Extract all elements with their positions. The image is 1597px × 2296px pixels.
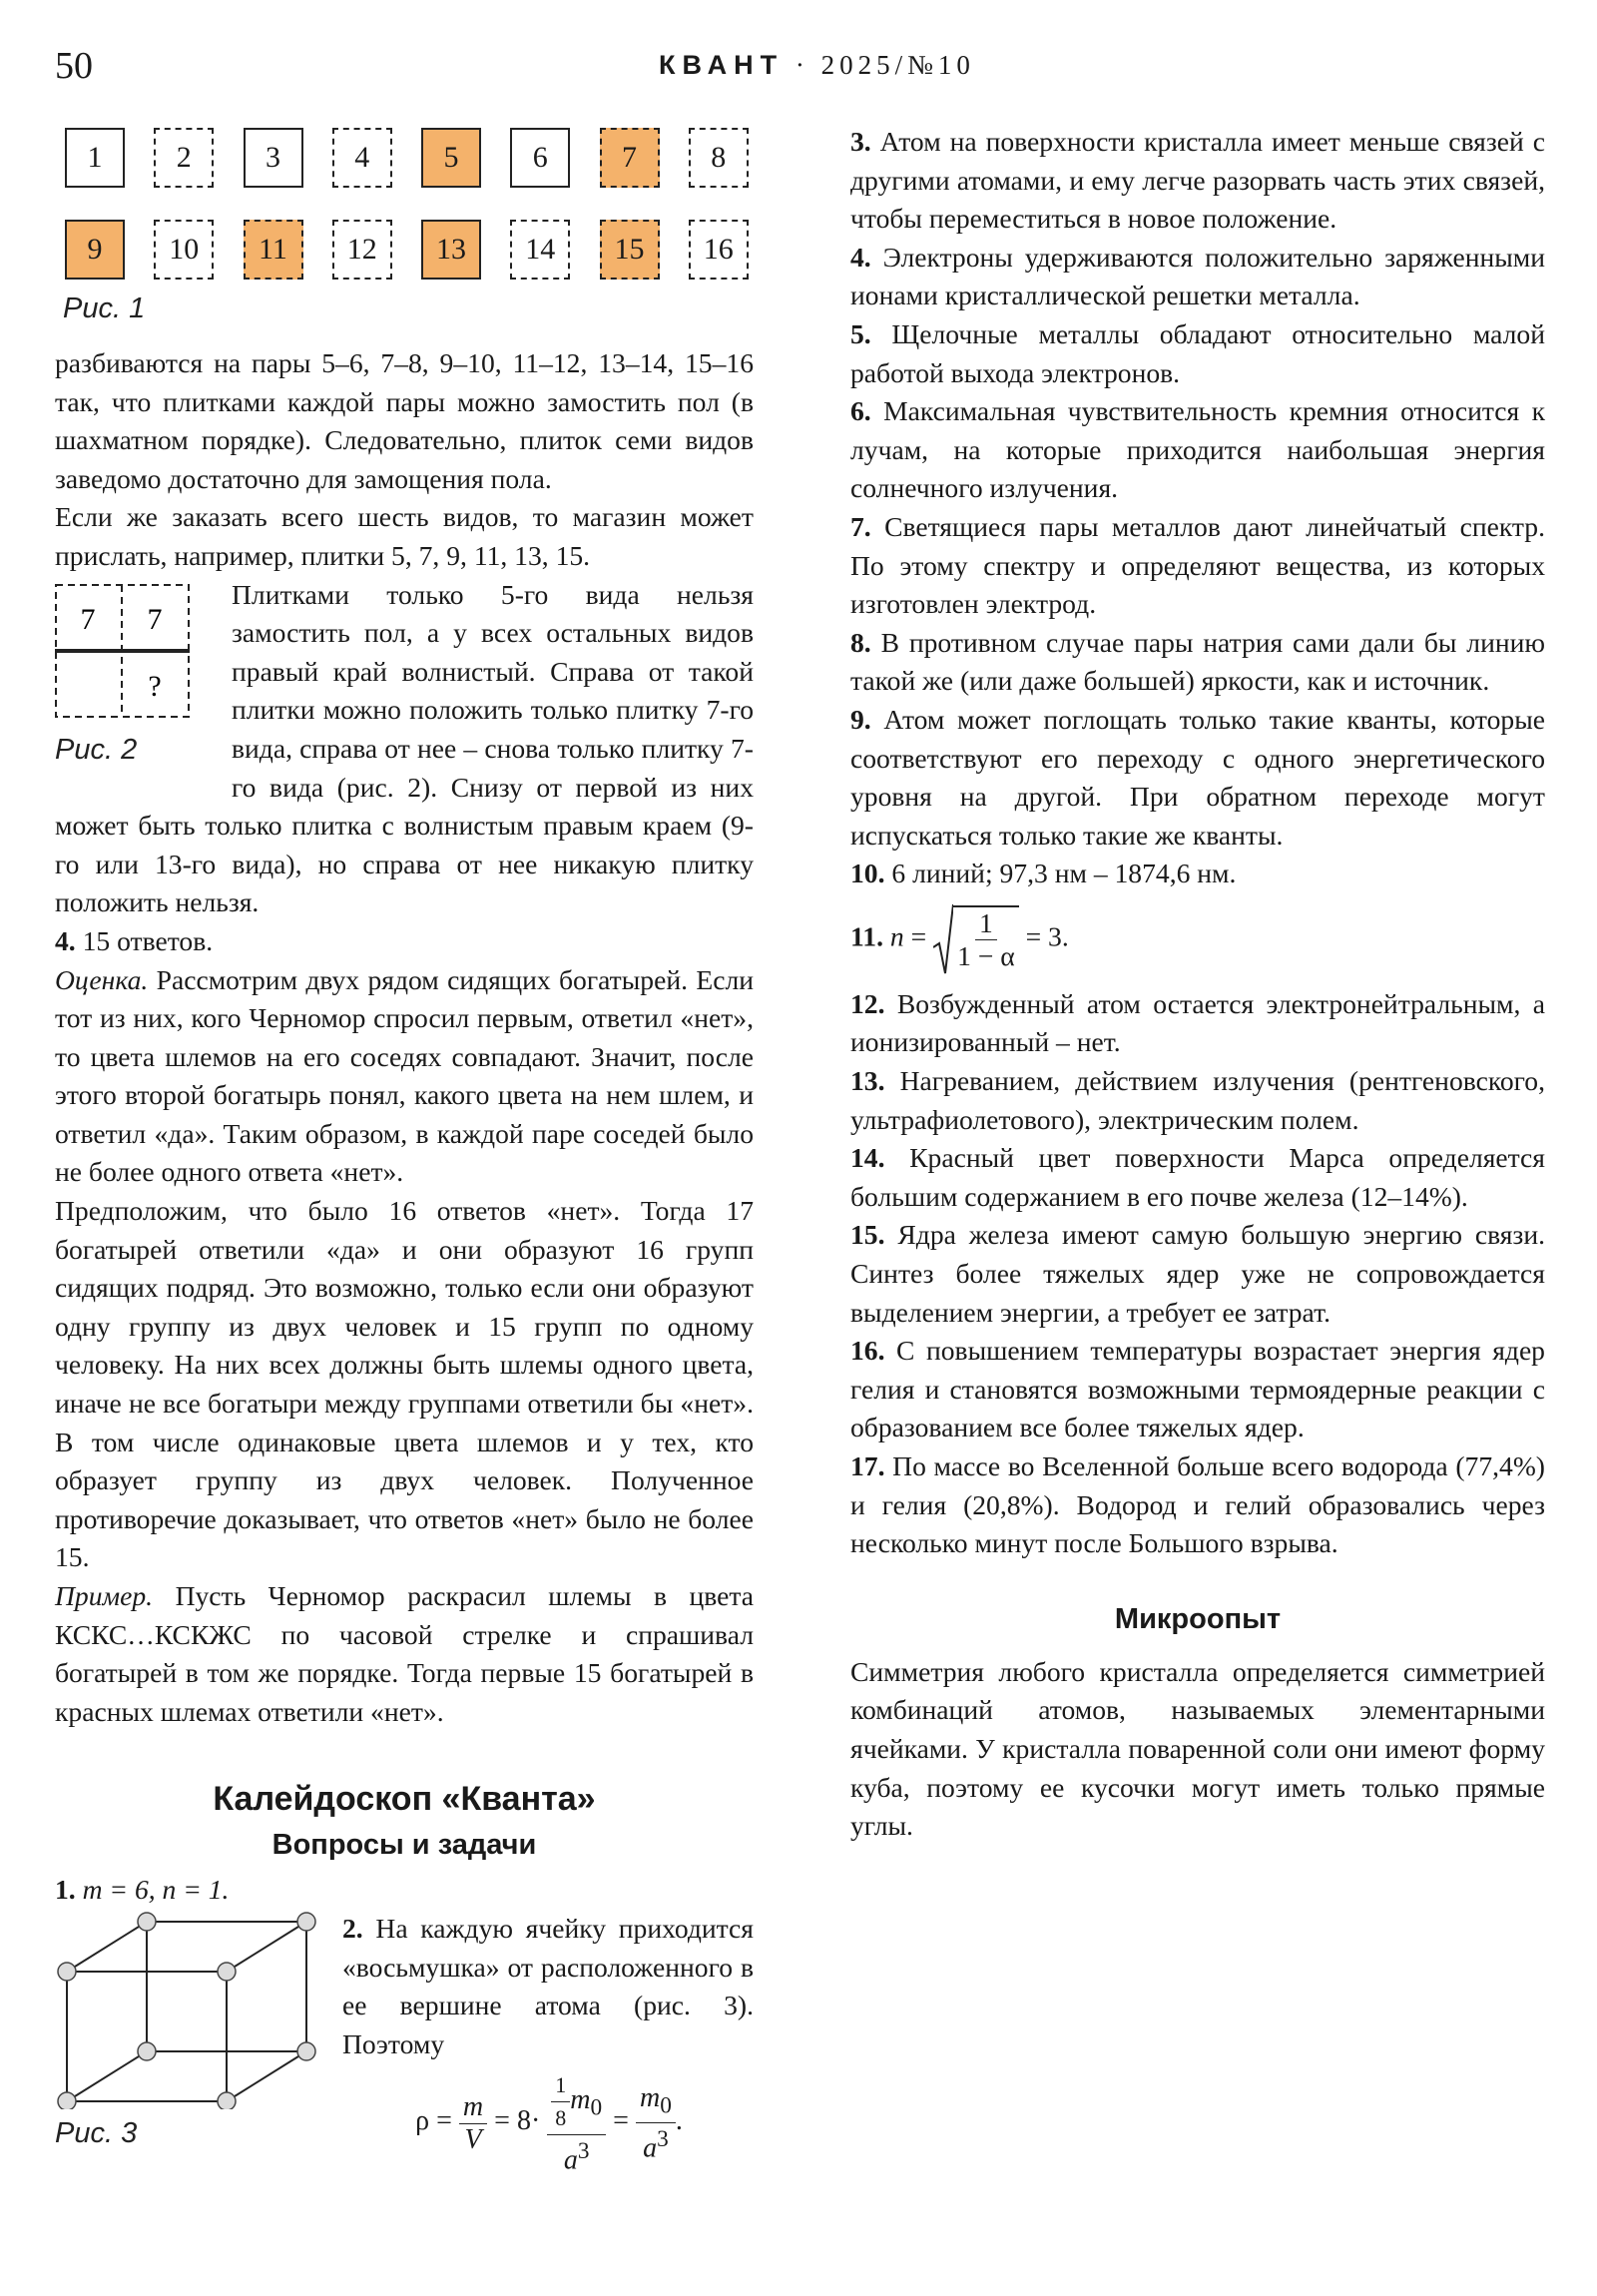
equals-sign: = — [910, 920, 927, 952]
answer-number: 17. — [850, 1450, 885, 1481]
answer-number: 10. — [850, 858, 885, 889]
answer-2-text: На каждую ячейку приходится «восьмушка» от расположенного в ее вершине атома (рис. 3). Поэтому — [342, 1912, 754, 2059]
answer-text: Светящиеся пары металлов дают линейчатый спектр. По этому спектру и определяют вещества, из которых изготовлен электрод. — [850, 510, 1545, 620]
tile-9: 9 — [65, 220, 125, 280]
tile-6: 6 — [510, 128, 570, 188]
answer-item — [850, 855, 1545, 893]
answer-number: 9. — [850, 703, 871, 735]
figure-1-caption: Рис. 1 — [63, 292, 146, 324]
answer-text: 6 линий; 97,3 нм – 1874,6 нм. — [891, 858, 1237, 889]
figure-2-grid — [55, 584, 190, 718]
atom — [297, 2042, 315, 2060]
answer-number: 5. — [850, 317, 871, 349]
answer-number: 3. — [850, 126, 871, 157]
numerator-eighth-m0 — [547, 2069, 606, 2135]
answer-11-number: 11. — [850, 920, 883, 952]
equals-sign: = — [436, 2105, 452, 2137]
answer-number: 16. — [850, 1335, 885, 1367]
fraction-eighth-m0 — [547, 2069, 606, 2176]
denominator-a3 — [560, 2135, 594, 2176]
answer-number: 15. — [850, 1219, 885, 1251]
fig2-cell-2: 7 — [147, 602, 163, 636]
answer-2-number: 2. — [342, 1912, 363, 1944]
superscript-three: 3 — [577, 2138, 590, 2165]
answer-1 — [55, 1871, 754, 1910]
answer-4-number: 4. — [55, 924, 76, 956]
radical-sign — [933, 903, 953, 975]
section-subtitle: Вопросы и задачи — [271, 1829, 537, 1862]
page-header — [55, 44, 1542, 94]
page-number: 50 — [55, 45, 93, 87]
answer-item — [850, 1447, 1545, 1563]
answers-3-10 — [850, 123, 1545, 893]
tile-7: 7 — [600, 128, 660, 188]
answer-item — [850, 624, 1545, 701]
rho-symbol: ρ — [415, 2105, 430, 2137]
answer-text: Щелочные металлы обладают относительно малой работой выхода электронов. — [850, 317, 1545, 388]
answer-number: 12. — [850, 987, 885, 1019]
denominator-a3 — [639, 2123, 673, 2164]
atom — [138, 2042, 156, 2060]
answer-item — [850, 985, 1545, 1062]
sqrt-expression — [933, 903, 1019, 975]
answer-text: Нагреванием, действием излучения (рентгеновского, ультрафиолетового), электрическим полем. — [850, 1065, 1545, 1135]
answer-item — [850, 508, 1545, 624]
eight-small: 8 — [555, 2105, 567, 2131]
equals-sign: = — [494, 2105, 510, 2137]
dot-operator: · — [530, 2105, 541, 2137]
numerator-m0 — [636, 2082, 676, 2123]
n-symbol: n — [889, 920, 904, 952]
tile-4: 4 — [332, 128, 392, 188]
one: 1 — [551, 2069, 570, 2102]
answer-text: Атом может поглощать только такие кванты, которые соответствуют его переходу с одного энергетического уровня на другой. При обратном переходе могут испускаться только такие же кванты. — [850, 703, 1545, 851]
tile-10: 10 — [154, 220, 214, 280]
atom — [138, 1913, 156, 1931]
cube-diagram — [55, 1910, 336, 2109]
figure-2 — [55, 576, 220, 786]
figure-2-caption: Рис. 2 — [55, 733, 138, 766]
a-symbol: a — [563, 2144, 578, 2176]
estimate-text: Рассмотрим двух рядом сидящих богатырей. Если тот из них, кого Черномор спросил первым, ответил «нет», то цвета шлемов на его соседях совпадают. Значит, после этого второй богатырь понял, какого цвета на нем шлем, и ответил «да». Таким образом, в каждой паре соседей было не более одного ответа «нет». — [55, 963, 754, 1188]
microexperiment-title: Микроопыт — [1114, 1602, 1282, 1635]
answer-4-text: 15 ответов. — [82, 924, 214, 956]
answer-number: 6. — [850, 395, 871, 427]
answer-text: Возбужденный атом остается электронейтральным, а ионизированный – нет. — [850, 987, 1546, 1058]
answer-number: 7. — [850, 510, 871, 542]
answer-4 — [55, 922, 754, 961]
answer-text: Максимальная чувствительность кремния относится к лучам, на которые приходится наибольшая энергия солнечного излучения. — [850, 395, 1545, 504]
a-symbol: a — [643, 2131, 658, 2163]
tile-2: 2 — [154, 128, 214, 188]
answer-text: Электроны удерживаются положительно заряженными ионами кристаллической решетки металла. — [850, 241, 1545, 311]
tile-3: 3 — [244, 128, 303, 188]
atom — [297, 1913, 315, 1931]
answer-1-text: m = 6, n = 1. — [82, 1874, 230, 1906]
estimate-paragraph — [55, 961, 754, 1193]
answer-item — [850, 392, 1545, 508]
atom — [58, 1963, 76, 1981]
example-paragraph — [55, 1577, 754, 1731]
left-column — [55, 344, 754, 2179]
answer-item — [850, 1139, 1545, 1216]
paragraph-six-kinds: Если же заказать всего шесть видов, то магазин может прислать, например, плитки 5, 7, 9, 11, 13, 15. — [55, 501, 754, 571]
tile-15: 15 — [600, 220, 660, 280]
atom — [218, 2092, 236, 2109]
denominator-v: V — [464, 2123, 482, 2155]
answer-item — [850, 315, 1545, 392]
tile-1: 1 — [65, 128, 125, 188]
answer-item — [850, 701, 1545, 855]
tile-16: 16 — [689, 220, 749, 280]
answer-text: Ядра железа имеют самую большую энергию связи. Синтез более тяжелых ядер уже не сопровождается выделением энергии, а требует ее затрат. — [850, 1219, 1545, 1328]
header-separator: · — [795, 50, 809, 80]
paragraph-fig2-text: Плитками только 5-го вида нельзя замостить пол, а у всех остальных видов правый край волнистый. Справа от такой плитки можно положить только плитку 7-го вида, справа от нее – снова только плитку 7-го вида (рис. 2). Снизу от первой из них может быть только плитка с волнистым правым краем (9-го или 13-го вида), но справа от нее никакую плитку положить нельзя. — [55, 578, 754, 918]
answer-11 — [850, 903, 1545, 975]
factor-eight: 8 — [516, 2105, 531, 2137]
figure-3 — [55, 1910, 336, 2179]
figure-3-caption: Рис. 3 — [55, 2116, 138, 2149]
atom — [58, 2092, 76, 2109]
m-zero: m — [570, 2084, 591, 2116]
subscript-zero: 0 — [590, 2094, 603, 2121]
tile-5: 5 — [421, 128, 481, 188]
assume-paragraph: Предположим, что было 16 ответов «нет». Тогда 17 богатырей ответили «да» и они образуют 16 групп сидящих подряд. Это возможно, только если они образуют одну группу из двух человек и 15 групп по одному человеку. На них всех должны быть шлемы одного цвета, иначе не все богатыри между группами ответили бы «нет». В том числе одинаковые цвета шлемов и у тех, кто образует группу из двух человек. Полученное противоречие доказывает, что ответов «нет» было не более 15. — [55, 1195, 754, 1573]
answer-number: 4. — [850, 241, 871, 273]
example-label: Пример. — [55, 1580, 154, 1611]
m-zero: m — [639, 2082, 661, 2114]
answer-text: В противном случае пары натрия сами дали бы линию такой же (или даже большей) яркости, как и источник. — [850, 626, 1545, 697]
numerator-one: 1 — [975, 907, 997, 940]
tile-11: 11 — [244, 220, 303, 280]
denominator-one-minus-alpha: 1 − α — [957, 940, 1015, 972]
paragraph-pairs: разбиваются на пары 5–6, 7–8, 9–10, 11–12, 13–14, 15–16 так, что плитками каждой пары можно замостить пол (в шахматном порядке). Следовательно, плиток семи видов заведомо достаточно для замощения пола. — [55, 347, 754, 494]
answer-item — [850, 239, 1545, 315]
answer-item — [850, 1332, 1545, 1447]
answer-text: По массе во Вселенной больше всего водорода (77,4%) и гелия (20,8%). Водород и гелий образовались через несколько минут после Большого взрыва. — [850, 1450, 1545, 1559]
answer-number: 13. — [850, 1065, 885, 1097]
issue-number: 2025/№10 — [820, 50, 975, 80]
tile-12: 12 — [332, 220, 392, 280]
answer-item — [850, 1216, 1545, 1332]
subscript-zero: 0 — [660, 2092, 672, 2119]
equals-sign: = — [613, 2105, 629, 2137]
fig2-cell-4: ? — [148, 669, 162, 703]
answers-12-17 — [850, 985, 1545, 1563]
fraction-m-v — [459, 2091, 487, 2156]
fig2-cell-1: 7 — [80, 602, 96, 636]
journal-name: КВАНТ — [659, 50, 785, 80]
answer-text: Красный цвет поверхности Марса определяется большим содержанием в его почве железа (12–14%). — [850, 1142, 1545, 1212]
answer-1-number: 1. — [55, 1874, 76, 1906]
atom — [218, 1963, 236, 1981]
example-text: Пусть Черномор раскрасил шлемы в цвета КСКС…КСКЖС по часовой стрелке и спрашивал богатырей в том же порядке. Тогда первые 15 богатырей в красных шлемах ответили «нет». — [55, 1580, 754, 1727]
answer-item — [850, 1062, 1545, 1139]
answer-number: 14. — [850, 1142, 885, 1174]
figure-1 — [65, 128, 764, 377]
result-three: = 3. — [1025, 920, 1069, 952]
microexperiment-text: Симметрия любого кристалла определяется симметрией комбинаций атомов, называемых элементарными ячейками. У кристалла поваренной соли они имеют форму куба, поэтому ее кусочки могут иметь только прямые углы. — [850, 1655, 1545, 1842]
fraction-m0-a3 — [636, 2082, 676, 2164]
numerator-m: m — [459, 2091, 487, 2124]
tile-13: 13 — [421, 220, 481, 280]
tile-8: 8 — [689, 128, 749, 188]
answer-text: Атом на поверхности кристалла имеет меньше связей с другими атомами, и ему легче разорвать часть этих связей, чтобы переместиться в новое положение. — [850, 126, 1545, 235]
superscript-three: 3 — [657, 2125, 669, 2152]
tile-14: 14 — [510, 220, 570, 280]
section-title: Калейдоскоп «Кванта» — [213, 1780, 596, 1819]
answer-item — [850, 123, 1545, 239]
right-column — [850, 123, 1545, 1846]
answer-text: С повышением температуры возрастает энергия ядер гелия и становятся возможными термоядерные реакции с образованием все более тяжелых ядер. — [850, 1335, 1545, 1443]
period: . — [675, 2105, 683, 2137]
estimate-label: Оценка. — [55, 963, 149, 995]
answer-number: 8. — [850, 626, 871, 658]
running-head — [659, 50, 975, 81]
